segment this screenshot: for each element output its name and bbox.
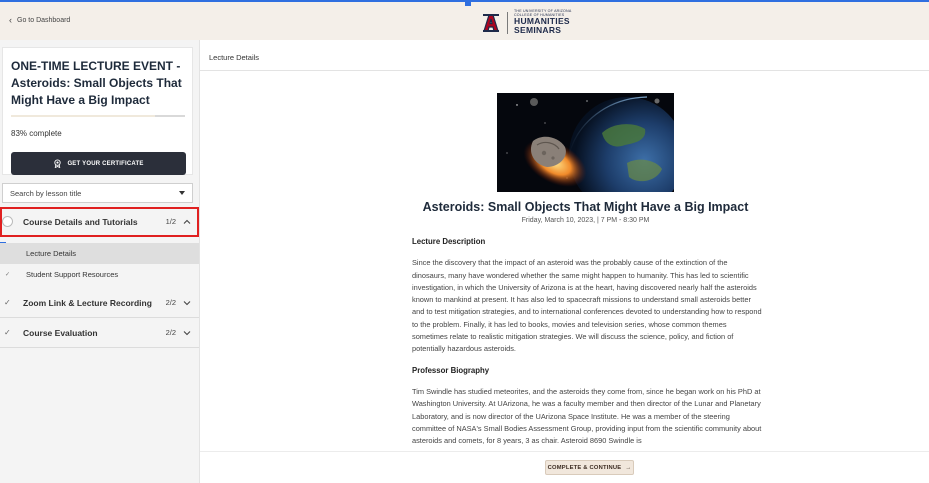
lesson-footer <box>200 451 929 483</box>
brand-seminars-line: SEMINARS <box>514 25 562 36</box>
brand-humanities-line: HUMANITIES <box>514 16 570 27</box>
section-title: Zoom Link & Lecture Recording <box>23 297 152 308</box>
lesson-article <box>412 236 762 456</box>
section-title: Course Evaluation <box>23 327 98 338</box>
caret-down-icon <box>179 191 185 195</box>
chevron-up-icon <box>183 218 191 226</box>
brand-divider <box>507 12 508 34</box>
brand-college-line: COLLEGE OF HUMANITIES <box>514 12 565 17</box>
description-paragraph: Since the discovery that the impact of an asteroid was the probably cause of the extinction of the dinosaurs, many have wondered whether the same might happen to humanity. This has led to scientific investigation, in which the University of Arizona is at the heart, having discovered nearly half the asteroids known to mankind at present. It has also led to spacecraft missions to understand small asteroids better and to test mitigation strategies, and to international conferences devoted to understanding how to respond to the problem. Finally, it has led to books, movies and television series, whose common themes sometimes relate to realistic mitigation strategies. We will discuss the science, policy, and fiction of potentially hazardous asteroids. <box>412 258 762 354</box>
complete-and-continue-label: COMPLETE & CONTINUE <box>547 464 622 471</box>
ribbon-icon <box>53 159 62 168</box>
progress-bar <box>11 115 185 117</box>
humanities-seminars-logo[interactable] <box>481 10 571 35</box>
breadcrumb: Lecture Details <box>200 48 929 71</box>
check-icon: ✓ <box>4 328 11 337</box>
course-sidebar <box>0 40 200 483</box>
section-course-evaluation[interactable] <box>0 318 199 348</box>
biography-heading: Professor Biography <box>412 365 490 375</box>
lesson-date: Friday, March 10, 2023, | 7 PM - 8:30 PM <box>521 217 650 224</box>
section-course-details-and-tutorials[interactable] <box>0 207 199 237</box>
arrow-right-icon: → <box>625 464 632 471</box>
progress-label: 83% complete <box>11 129 62 138</box>
lesson-title: Asteroids: Small Objects That Might Have a Big Impact <box>422 200 749 214</box>
go-to-dashboard-label: Go to Dashboard <box>17 17 71 24</box>
chevron-down-icon <box>183 299 191 307</box>
section-progress-ring-icon <box>2 216 13 227</box>
lesson-search-select[interactable] <box>2 183 193 203</box>
get-certificate-label: GET YOUR CERTIFICATE <box>67 160 144 167</box>
top-header <box>0 0 929 40</box>
progress-bar-fill <box>11 115 155 117</box>
lesson-content <box>200 40 929 483</box>
biography-paragraph: Tim Swindle has studied meteorites, and the asteroids they come from, since he began work on his PhD at Washington University. At UArizona, he was a faculty member and then director of the Lunar and Planetary Laboratory, and is now director of the UArizona Space Institute. He was a member of the steering committee of NASA's Small Bodies Assessment Group, providing input from the scientific community about asteroids and comets, for 8 years, 3 as chair. Asteroid 8690 Swindle is <box>412 386 762 446</box>
course-title: ONE-TIME LECTURE EVENT - Asteroids: Small Objects That Might Have a Big Impact <box>11 59 182 107</box>
go-to-dashboard-link[interactable] <box>9 17 70 24</box>
get-certificate-button[interactable] <box>11 152 186 175</box>
complete-and-continue-button[interactable] <box>545 460 634 475</box>
section-count: 2/2 <box>165 298 176 307</box>
lesson-item-lecture-details[interactable] <box>0 243 199 264</box>
brand-university-line: THE UNIVERSITY OF ARIZONA <box>514 9 572 13</box>
lesson-label: Student Support Resources <box>26 270 119 279</box>
brand-text <box>514 10 571 35</box>
selection-handle-top <box>465 2 471 6</box>
chevron-down-icon <box>183 329 191 337</box>
lesson-item-student-support-resources[interactable] <box>0 264 199 285</box>
course-summary-card <box>2 47 193 175</box>
check-icon: ✓ <box>5 272 11 278</box>
asteroid-hero-image <box>497 93 674 192</box>
lesson-label: Lecture Details <box>26 249 77 258</box>
section-title: Course Details and Tutorials <box>23 216 138 227</box>
section-count: 1/2 <box>165 217 176 226</box>
chevron-left-icon: ‹ <box>9 15 12 25</box>
section-zoom-link-and-lecture-recording[interactable] <box>0 288 199 318</box>
check-icon: ✓ <box>4 298 11 307</box>
description-heading: Lecture Description <box>412 237 486 246</box>
lesson-search-placeholder: Search by lesson title <box>10 188 82 198</box>
university-a-logo-icon <box>481 13 501 33</box>
asteroid-earth-illustration <box>497 93 674 192</box>
section-count: 2/2 <box>165 328 176 337</box>
